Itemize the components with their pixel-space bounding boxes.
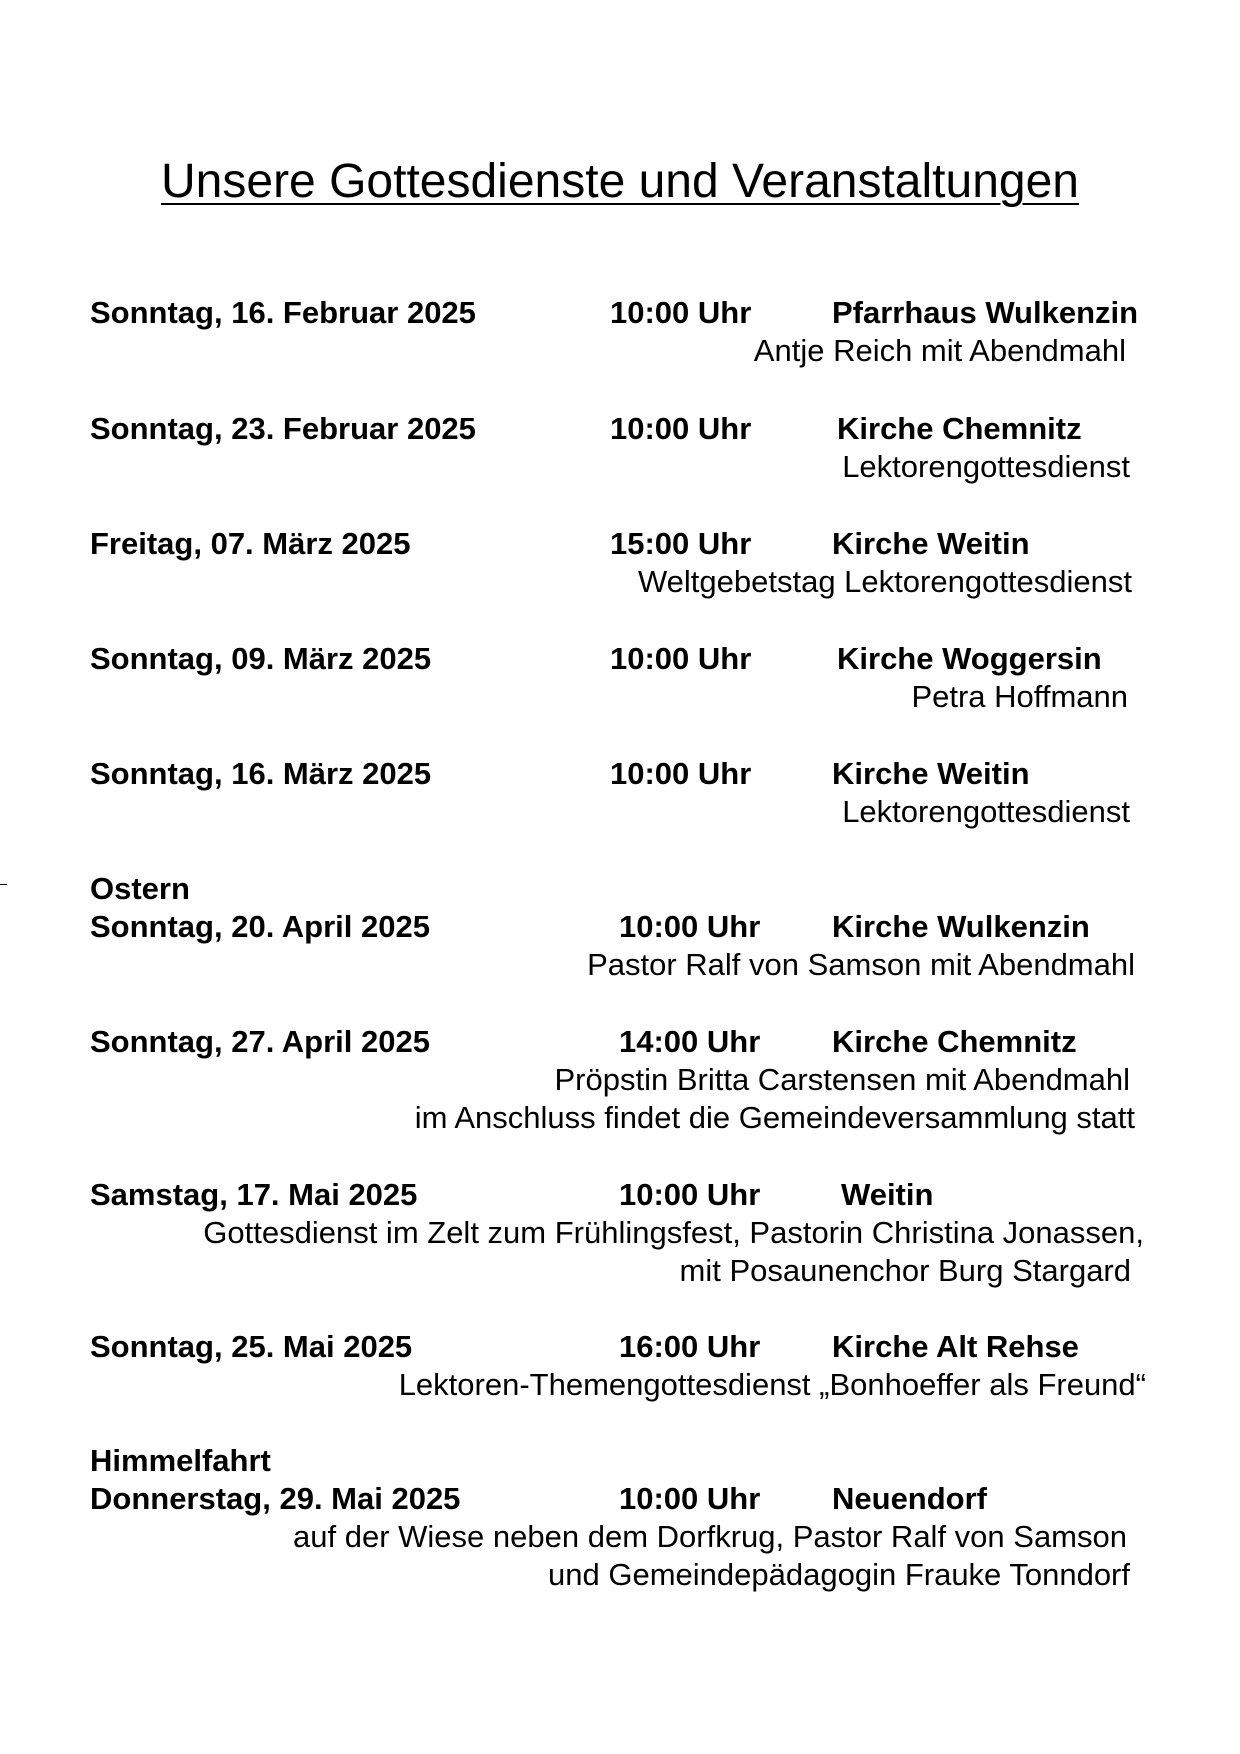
event-date: Donnerstag, 29. Mai 2025 (90, 1481, 461, 1516)
event-detail: Lektorengottesdienst (842, 449, 1130, 484)
event-detail: Antje Reich mit Abendmahl (753, 333, 1126, 368)
event-date: Freitag, 07. März 2025 (90, 526, 411, 561)
event-place: Pfarrhaus Wulkenzin (832, 295, 1139, 330)
event-detail: auf der Wiese neben dem Dorfkrug, Pastor Ralf von Samson (293, 1519, 1127, 1554)
event-date: Sonntag, 16. Februar 2025 (90, 295, 476, 330)
event-detail: Lektorengottesdienst (842, 794, 1130, 829)
event-place: Kirche Alt Rehse (832, 1329, 1079, 1364)
event-date: Sonntag, 25. Mai 2025 (90, 1329, 413, 1364)
event-time: 16:00 Uhr (619, 1329, 761, 1364)
event-detail: mit Posaunenchor Burg Stargard (679, 1253, 1131, 1288)
event-date: Sonntag, 09. März 2025 (90, 641, 432, 676)
event-detail: Petra Hoffmann (911, 679, 1128, 714)
event-detail: Lektoren-Themengottesdienst „Bonhoeffer als Freund“ (398, 1367, 1146, 1402)
event-date: Sonntag, 16. März 2025 (90, 756, 432, 791)
event-time: 10:00 Uhr (610, 641, 752, 676)
event-time: 10:00 Uhr (619, 1481, 761, 1516)
event-time: 10:00 Uhr (619, 1177, 761, 1212)
event-occasion: Ostern (90, 871, 190, 906)
event-place: Kirche Chemnitz (837, 411, 1082, 446)
event-place: Kirche Weitin (832, 756, 1030, 791)
event-detail: Pröpstin Britta Carstensen mit Abendmahl (554, 1062, 1130, 1097)
event-time: 10:00 Uhr (610, 295, 752, 330)
event-time: 15:00 Uhr (610, 526, 752, 561)
event-date: Sonntag, 27. April 2025 (90, 1024, 430, 1059)
event-date: Sonntag, 20. April 2025 (90, 909, 430, 944)
event-place: Kirche Weitin (832, 526, 1030, 561)
event-time: 10:00 Uhr (610, 756, 752, 791)
event-place: Kirche Wulkenzin (832, 909, 1090, 944)
event-detail: Weltgebetstag Lektorengottesdienst (637, 564, 1132, 599)
event-time: 10:00 Uhr (619, 909, 761, 944)
event-detail: Gottesdienst im Zelt zum Frühlingsfest, Pastorin Christina Jonassen, (203, 1215, 1144, 1250)
event-detail: und Gemeindepädagogin Frauke Tonndorf (548, 1557, 1130, 1592)
event-time: 10:00 Uhr (610, 411, 752, 446)
event-place: Kirche Chemnitz (832, 1024, 1077, 1059)
event-place: Weitin (841, 1177, 934, 1212)
event-date: Sonntag, 23. Februar 2025 (90, 411, 476, 446)
event-date: Samstag, 17. Mai 2025 (90, 1177, 418, 1212)
event-occasion: Himmelfahrt (90, 1443, 271, 1478)
margin-mark (0, 884, 7, 885)
event-detail: Pastor Ralf von Samson mit Abendmahl (587, 947, 1135, 982)
event-place: Neuendorf (832, 1481, 987, 1516)
event-detail: im Anschluss findet die Gemeindeversammlung statt (414, 1100, 1135, 1135)
event-place: Kirche Woggersin (837, 641, 1102, 676)
event-time: 14:00 Uhr (619, 1024, 761, 1059)
page-title: Unsere Gottesdienste und Veranstaltungen (161, 155, 1079, 208)
